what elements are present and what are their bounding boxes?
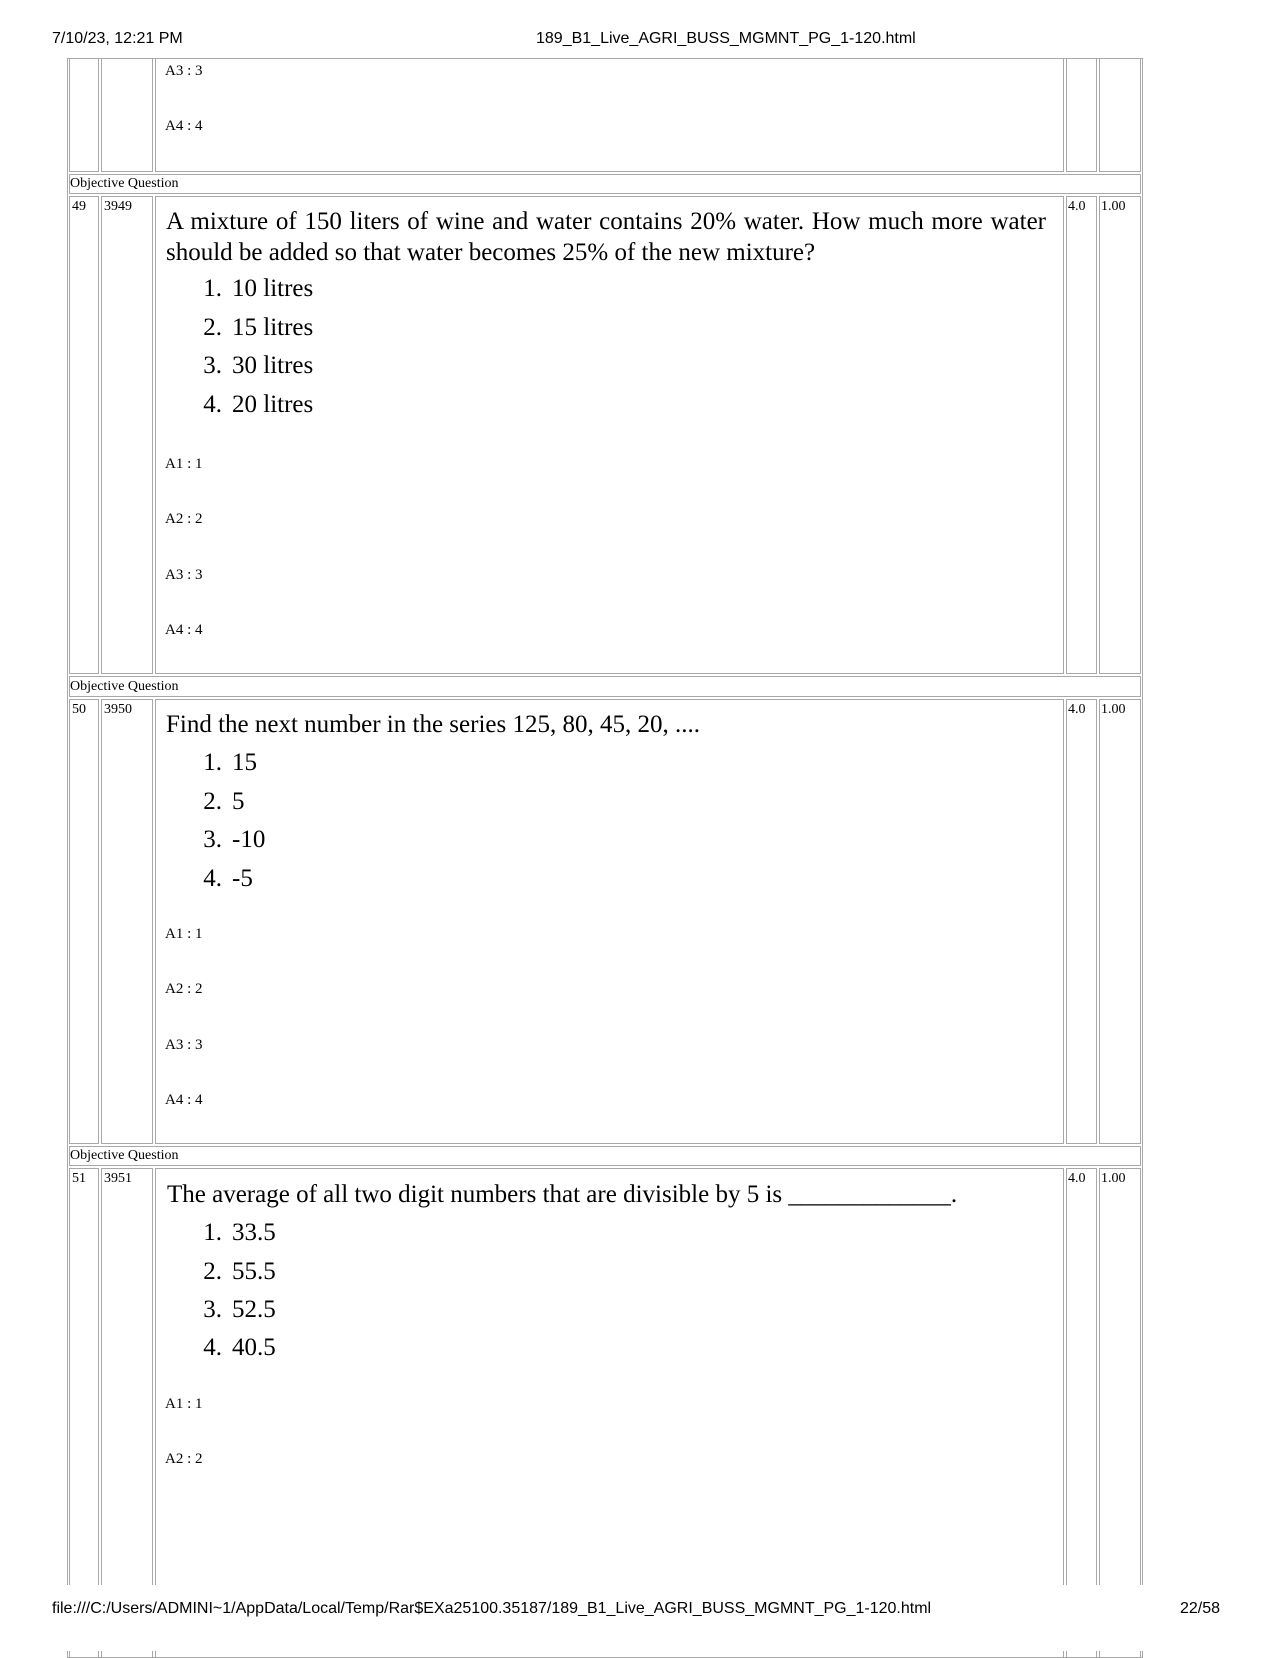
option-3: [188, 351, 313, 381]
prev-negative-cell: [1099, 58, 1141, 172]
option-text: 5: [232, 788, 245, 815]
question-negative-marks: 1.00: [1101, 199, 1126, 214]
option-number: 2.: [203, 788, 222, 815]
print-datetime: 7/10/23, 12:21 PM: [52, 30, 183, 47]
option-4: [188, 390, 313, 420]
qid-cell: [101, 699, 153, 1144]
section-label-cell: [69, 676, 1141, 697]
answer-a4: A4 : 4: [165, 1092, 203, 1108]
answer-a4: A4 : 4: [165, 622, 203, 638]
section-label-cell: [69, 1146, 1141, 1166]
question-serial-number: 51: [72, 1171, 86, 1186]
option-4: [188, 1333, 276, 1363]
sno-cell: [69, 196, 99, 674]
question-text: A mixture of 150 liters of wine and water contains 20% water. How much more water should be added so that water becomes 25% of the new mixture?: [166, 208, 1046, 266]
option-number: 1.: [203, 275, 222, 302]
option-number: 3.: [203, 826, 222, 853]
marks-cell: [1066, 699, 1097, 1144]
option-number: 3.: [203, 1296, 222, 1323]
question-content-cell: [155, 699, 1064, 1144]
qid-cell: [101, 196, 153, 674]
question-serial-number: 50: [72, 702, 86, 717]
option-1: [188, 748, 257, 778]
option-text: 20 litres: [232, 391, 314, 418]
option-2: [188, 1257, 276, 1287]
option-2: [188, 787, 245, 817]
section-label: Objective Question: [70, 1148, 179, 1163]
option-4: [188, 864, 253, 894]
negative-marks-cell: [1099, 699, 1141, 1144]
prev-sno-cell: [69, 58, 99, 172]
question-id: 3949: [104, 199, 132, 214]
option-number: 1.: [203, 749, 222, 776]
prev-content-cell: [155, 58, 1064, 172]
marks-cell: [1066, 196, 1097, 674]
answer-a1: A1 : 1: [165, 456, 203, 472]
option-2: [188, 313, 313, 343]
question-id: 3950: [104, 702, 132, 717]
option-3: [188, 825, 265, 855]
option-1: [188, 1218, 276, 1248]
answer-a1: A1 : 1: [165, 1396, 203, 1412]
option-text: 15: [232, 749, 257, 776]
option-3: [188, 1295, 276, 1325]
prev-answer-a3: A3 : 3: [165, 63, 203, 79]
page-cut-band: [0, 1585, 1275, 1651]
prev-qid-cell: [101, 58, 153, 172]
option-text: 10 litres: [232, 275, 314, 302]
answer-a3: A3 : 3: [165, 1037, 203, 1053]
option-text: 55.5: [232, 1258, 276, 1285]
print-file-path: file:///C:/Users/ADMINI~1/AppData/Local/Temp/Rar$EXa25100.35187/189_B1_Live_AGRI_BUSS_MGMNT_PG_1-120.html: [52, 1600, 932, 1617]
section-label: Objective Question: [70, 679, 179, 694]
section-label: Objective Question: [70, 176, 179, 191]
answer-a2: A2 : 2: [165, 511, 203, 527]
print-document-title: 189_B1_Live_AGRI_BUSS_MGMNT_PG_1-120.html: [536, 30, 916, 47]
question-negative-marks: 1.00: [1101, 702, 1126, 717]
option-number: 4.: [203, 1334, 222, 1361]
option-number: 3.: [203, 352, 222, 379]
print-page-number: 22/58: [1180, 1600, 1221, 1617]
answer-a1: A1 : 1: [165, 926, 203, 942]
answer-a2: A2 : 2: [165, 981, 203, 997]
question-marks: 4.0: [1068, 702, 1086, 717]
question-marks: 4.0: [1068, 199, 1086, 214]
question-serial-number: 49: [72, 199, 86, 214]
section-label-cell: [69, 174, 1141, 194]
answer-a2: A2 : 2: [165, 1451, 203, 1467]
question-text: The average of all two digit numbers that are divisible by 5 is _____________.: [167, 1181, 958, 1208]
option-text: 33.5: [232, 1219, 276, 1246]
option-number: 2.: [203, 314, 222, 341]
option-text: 30 litres: [232, 352, 314, 379]
option-number: 4.: [203, 865, 222, 892]
negative-marks-cell: [1099, 196, 1141, 674]
option-1: [188, 274, 313, 304]
option-text: 52.5: [232, 1296, 276, 1323]
option-text: -5: [232, 865, 253, 892]
question-negative-marks: 1.00: [1101, 1171, 1126, 1186]
prev-marks-cell: [1066, 58, 1097, 172]
option-number: 4.: [203, 391, 222, 418]
option-text: 40.5: [232, 1334, 276, 1361]
sno-cell: [69, 699, 99, 1144]
question-marks: 4.0: [1068, 1171, 1086, 1186]
question-text: Find the next number in the series 125, 80, 45, 20, ....: [166, 711, 700, 738]
option-text: -10: [232, 826, 266, 853]
answer-a3: A3 : 3: [165, 567, 203, 583]
option-number: 1.: [203, 1219, 222, 1246]
option-text: 15 litres: [232, 314, 314, 341]
option-number: 2.: [203, 1258, 222, 1285]
question-id: 3951: [104, 1171, 132, 1186]
prev-answer-a4: A4 : 4: [165, 118, 203, 134]
